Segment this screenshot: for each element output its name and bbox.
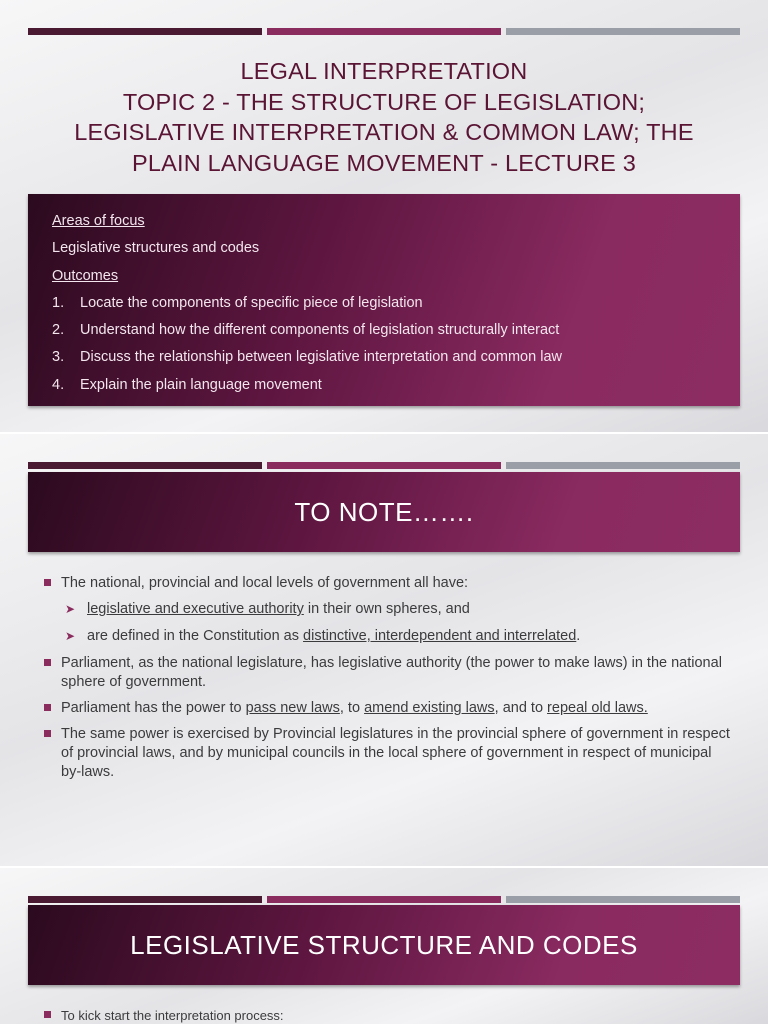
accent-bar-dark: [28, 28, 262, 35]
content-panel: [28, 194, 740, 406]
bullet-text: The same power is exercised by Provincial legislatures in the provincial sphere of government in respect of provincial laws, and by municipal councils in the local sphere of government in respect of municipal by-laws.: [61, 726, 730, 780]
title-line: LEGISLATIVE INTERPRETATION & COMMON LAW; THE: [74, 119, 694, 145]
sub-bullet-item: [44, 627, 734, 646]
slide-title: LEGISLATIVE STRUCTURE AND CODES: [130, 929, 638, 960]
outcome-number: 2.: [52, 322, 65, 339]
title-line: LEGAL INTERPRETATION: [240, 58, 528, 84]
underlined-term: pass new laws: [245, 700, 340, 716]
bullet-text: in their own spheres, and: [303, 601, 470, 617]
bullet-item: [44, 574, 734, 593]
outcome-text: Locate the components of specific piece of legislation: [80, 294, 423, 311]
bullet-item: [44, 699, 734, 718]
title-line: TOPIC 2 - THE STRUCTURE OF LEGISLATION;: [122, 88, 646, 115]
underlined-term: legislative and executive authority: [87, 601, 304, 617]
bullet-item: [44, 1006, 734, 1024]
accent-bar-dark: [28, 896, 262, 903]
square-bullet-icon: [44, 1011, 51, 1018]
title-panel: [28, 472, 740, 552]
slide-title: TO NOTE…….: [294, 496, 474, 527]
bullet-text: are defined in the Constitution as: [87, 628, 304, 644]
bullet-text: .: [576, 628, 581, 644]
accent-bar-dark: [28, 462, 262, 469]
square-bullet-icon: [44, 659, 51, 666]
underlined-term: distinctive, interdependent and interrelated: [303, 628, 577, 644]
areas-item: Legislative structures and codes: [52, 240, 260, 257]
accent-bar-grey: [506, 896, 740, 903]
square-bullet-icon: [44, 579, 51, 586]
bullet-text: , to: [339, 700, 365, 716]
accent-bar-grey: [506, 462, 740, 469]
accent-bars: [28, 462, 740, 469]
outcome-text: Understand how the different components of legislation structurally interact: [80, 322, 560, 339]
accent-bars: [28, 896, 740, 903]
accent-bar-plum: [267, 462, 501, 469]
slide-3: [0, 868, 768, 1024]
bullet-text: Parliament, as the national legislature, has legislative authority (the power to make laws) in the national sphere of government.: [61, 655, 722, 690]
bullet-text: , and to: [494, 700, 548, 716]
sub-bullet-item: [44, 600, 734, 619]
outcome-number: 1.: [52, 294, 65, 311]
bullet-list: [44, 574, 734, 789]
bullet-text: Parliament has the power to: [61, 700, 246, 716]
outcome-item: [52, 348, 716, 375]
underlined-term: repeal old laws.: [547, 700, 648, 716]
title-line: PLAIN LANGUAGE MOVEMENT - LECTURE 3: [131, 149, 637, 176]
areas-heading: [52, 212, 716, 239]
outcome-number: 3.: [52, 349, 65, 366]
square-bullet-icon: [44, 704, 51, 711]
underlined-term: amend existing laws: [364, 700, 495, 716]
outcome-number: 4.: [52, 376, 65, 393]
accent-bar-grey: [506, 28, 740, 35]
slide-1: [0, 0, 768, 432]
outcome-text: Discuss the relationship between legislative interpretation and common law: [80, 349, 562, 366]
title-panel: [28, 905, 740, 985]
bullet-item: [44, 725, 734, 782]
bullet-item: [44, 654, 734, 692]
accent-bar-plum: [267, 896, 501, 903]
arrow-bullet-icon: ➤: [65, 629, 76, 643]
outcomes-heading: [52, 267, 716, 294]
outcome-item: [52, 376, 716, 403]
outcome-item: [52, 321, 716, 348]
outcomes-heading-text: Outcomes: [52, 267, 119, 284]
areas-heading-text: Areas of focus: [52, 213, 145, 229]
arrow-bullet-icon: ➤: [65, 602, 76, 616]
outcome-item: [52, 294, 716, 321]
square-bullet-icon: [44, 730, 51, 737]
slide-title: [20, 56, 748, 178]
accent-bars: [28, 28, 740, 35]
slide-2: [0, 434, 768, 866]
accent-bar-plum: [267, 28, 501, 35]
outcome-text: Explain the plain language movement: [80, 376, 322, 393]
bullet-list: [44, 1006, 734, 1024]
bullet-text: To kick start the interpretation process:: [61, 1008, 284, 1023]
bullet-text: The national, provincial and local levels of government all have:: [61, 575, 469, 591]
